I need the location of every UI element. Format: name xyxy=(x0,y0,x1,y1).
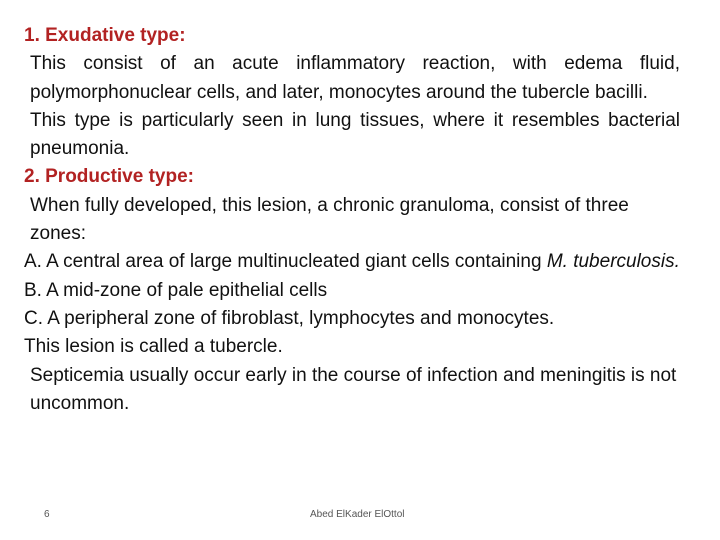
zone-a-organism: M. tuberculosis. xyxy=(546,251,680,273)
zone-c-item: C. A peripheral zone of fibroblast, lymphocytes and monocytes. xyxy=(24,307,555,329)
exudative-location: This type is particularly seen in lung tissues, where it resembles bacterial pneumonia. xyxy=(30,109,680,160)
page-number: 6 xyxy=(44,509,50,520)
footer-author: Abed ElKader ElOttol xyxy=(310,509,405,520)
zone-a-item xyxy=(24,248,680,276)
tubercle-statement: This lesion is called a tubercle. xyxy=(24,336,283,358)
septicemia-statement: Septicemia usually occur early in the course of infection and meningitis is not uncommon. xyxy=(30,364,677,414)
exudative-heading: 1. Exudative type: xyxy=(24,25,186,46)
slide-body xyxy=(24,22,680,418)
zone-b-item: B. A mid-zone of pale epithelial cells xyxy=(24,279,328,301)
productive-intro: When fully developed, this lesion, a chronic granuloma, consist of three zones: xyxy=(30,194,629,245)
productive-heading: 2. Productive type: xyxy=(24,166,194,188)
zone-a-text: A. A central area of large multinucleated giant cells containing xyxy=(24,251,547,273)
exudative-description: This consist of an acute inflammatory reaction, with edema fluid, polymorphonuclear cells, and later, monocytes around the tubercle bacilli. xyxy=(30,53,680,103)
